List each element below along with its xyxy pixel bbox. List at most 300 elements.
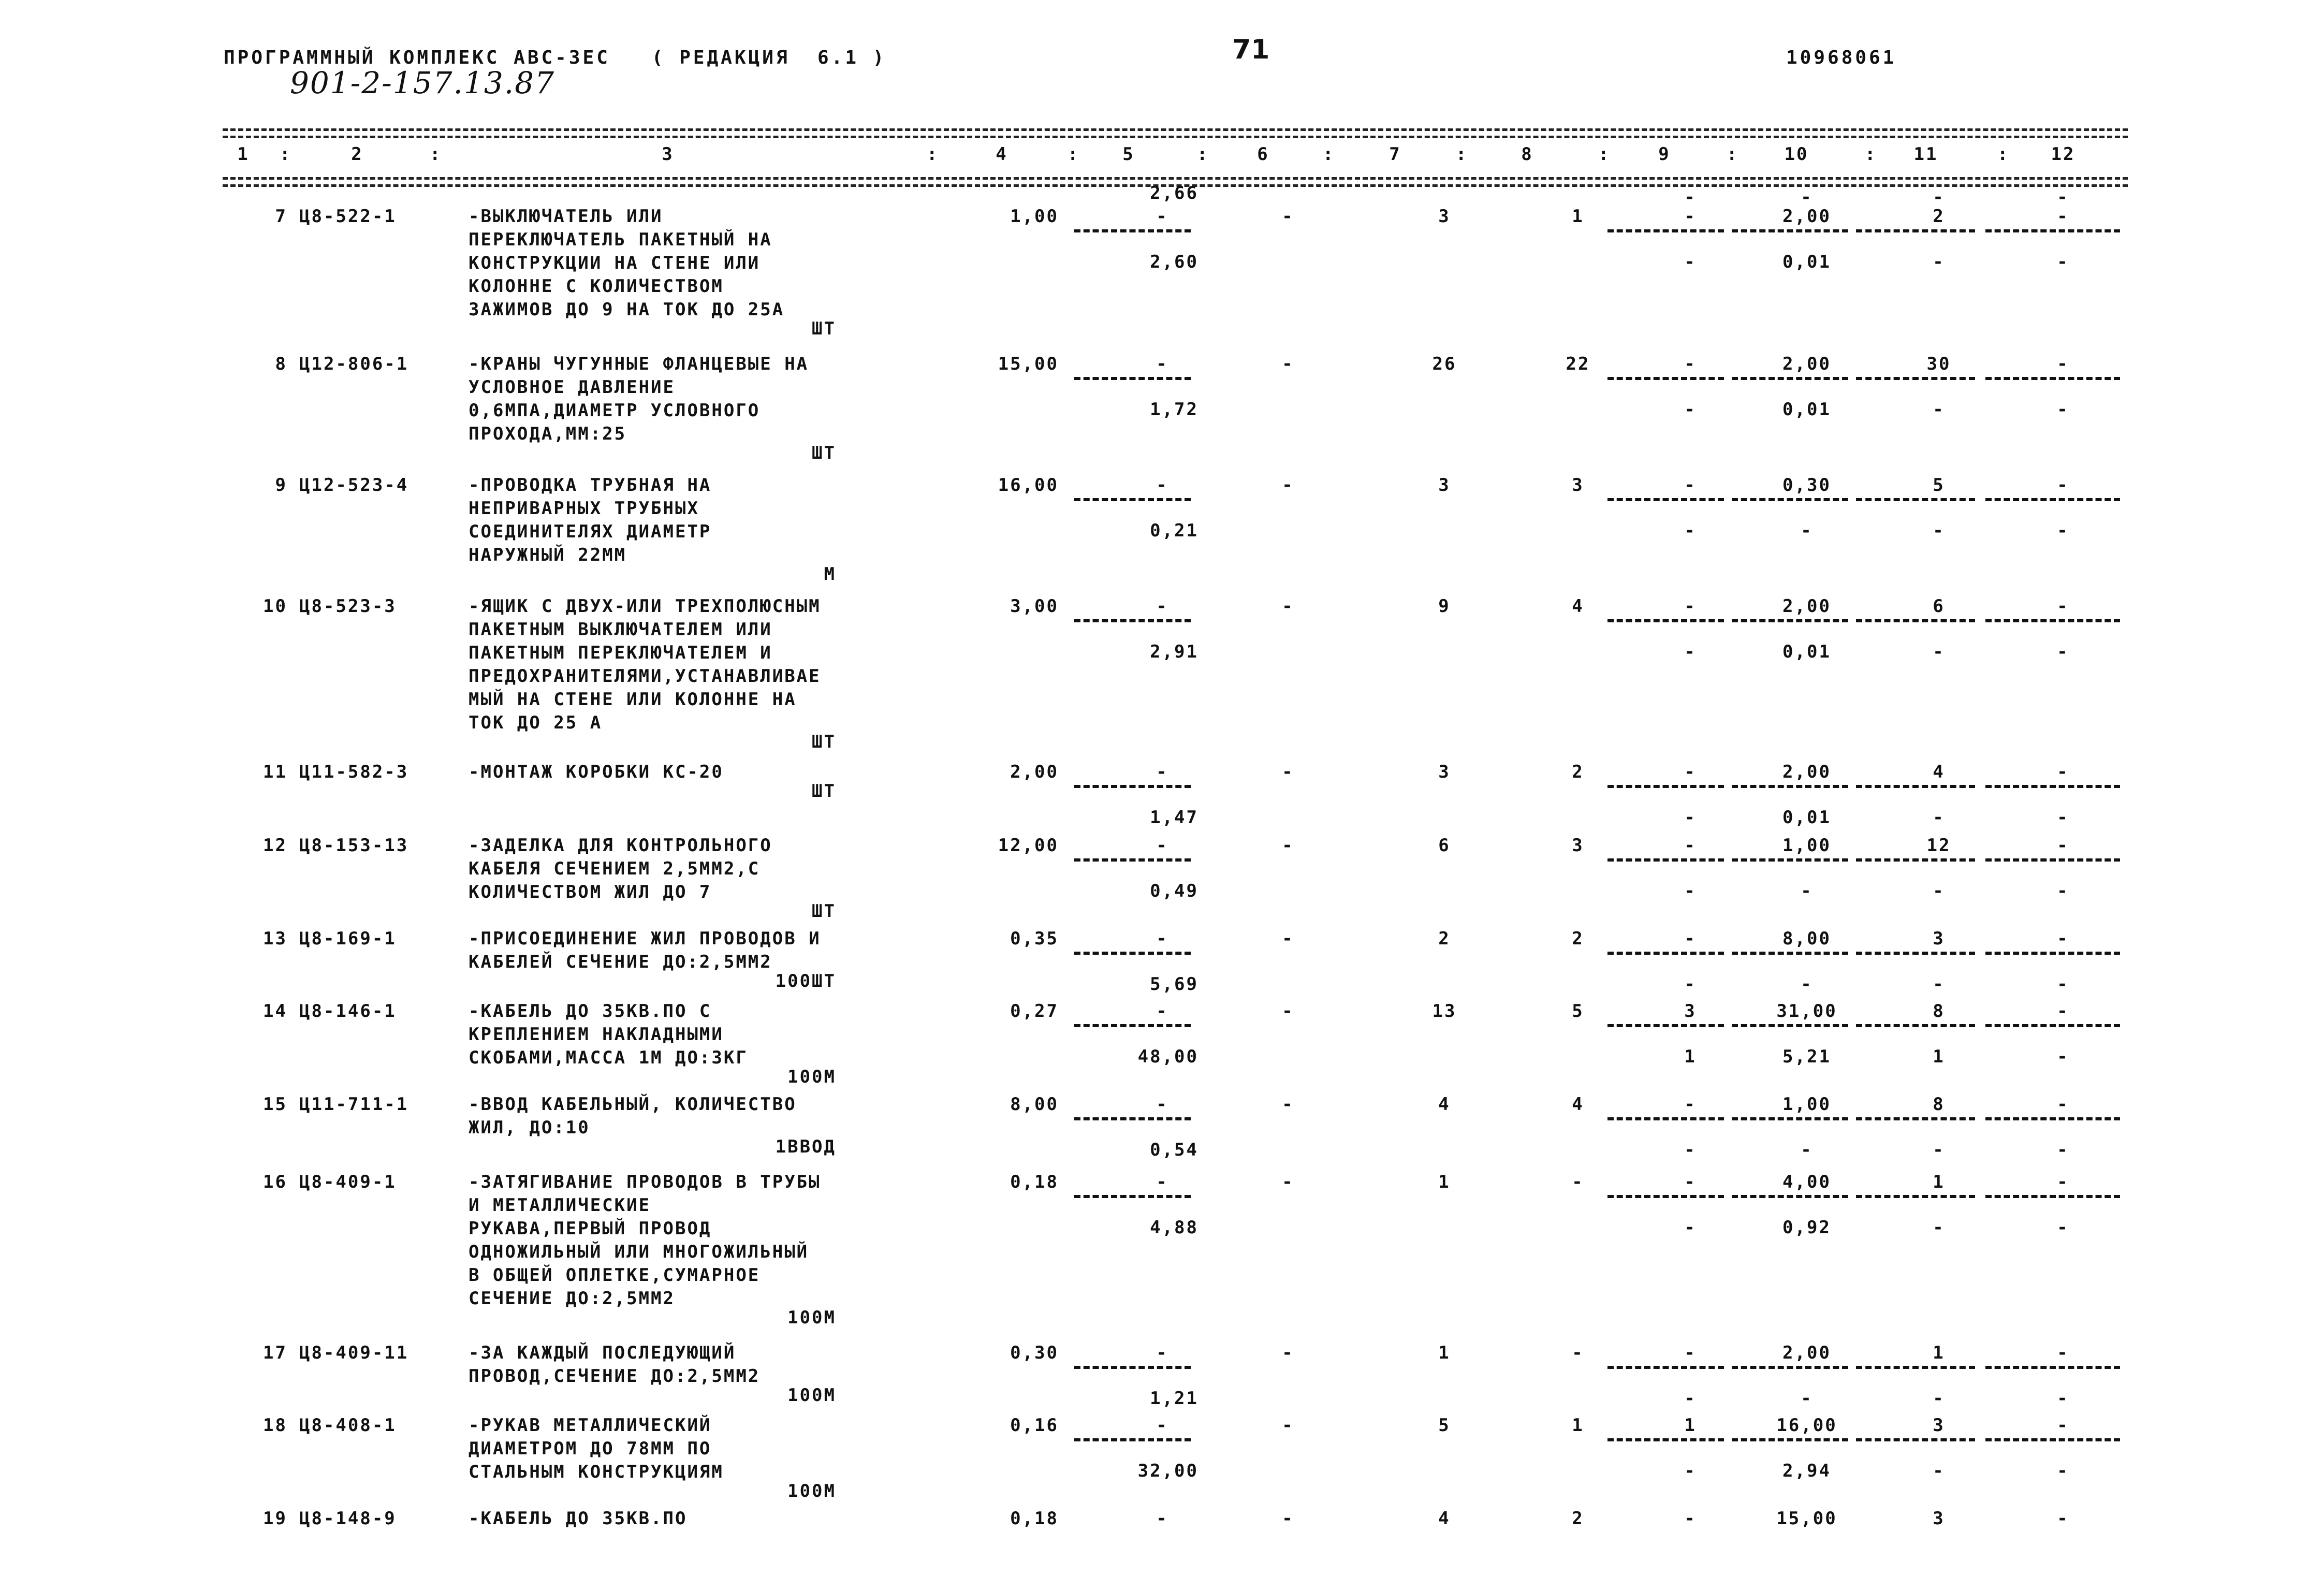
c11-value: 4 [1933, 762, 1945, 782]
c11-bottom: - [1933, 1388, 1945, 1409]
c12-divider [1985, 619, 2120, 622]
c10-divider [1732, 619, 1848, 622]
c12-top: - [2057, 187, 2069, 208]
column-separator: : [1727, 144, 1739, 165]
col5-bottom: 32,00 [1137, 1461, 1198, 1481]
work-description-line: КАБЕЛЯ СЕЧЕНИЕМ 2,5ММ2,С [469, 858, 761, 879]
col5-value: - [1156, 206, 1168, 227]
c12-value: - [2057, 475, 2069, 495]
work-description-line: -РУКАВ МЕТАЛЛИЧЕСКИЙ [469, 1415, 712, 1436]
c9-divider [1607, 498, 1724, 501]
c11-divider [1856, 498, 1975, 501]
header-top-rule [223, 128, 2128, 131]
col7-value: 4 [1438, 1094, 1451, 1115]
col5-divider [1074, 1117, 1191, 1120]
quantity: 12,00 [998, 835, 1059, 856]
c10-divider [1732, 1024, 1848, 1027]
c12-bottom: - [2057, 1046, 2069, 1067]
c10-bottom: - [1801, 974, 1813, 995]
column-header-6: 6 [1257, 144, 1269, 165]
col8-value: 2 [1572, 1508, 1584, 1529]
col5-divider [1074, 785, 1191, 788]
column-header-10: 10 [1784, 144, 1809, 165]
c12-bottom: - [2057, 807, 2069, 828]
quantity: 0,30 [1010, 1343, 1059, 1363]
c9-value: - [1684, 1508, 1697, 1529]
c11-value: 5 [1933, 475, 1945, 495]
col5-divider [1074, 377, 1191, 380]
rate-code: Ц12-806-1 [299, 354, 409, 374]
work-description-line: -ЯЩИК С ДВУХ-ИЛИ ТРЕХПОЛЮСНЫМ [469, 596, 821, 617]
c9-bottom: - [1684, 252, 1697, 272]
c11-divider [1856, 952, 1975, 955]
col5-top: 2,66 [1150, 183, 1198, 203]
col6-value: - [1282, 835, 1294, 856]
work-description-line: И МЕТАЛЛИЧЕСКИЕ [469, 1195, 651, 1216]
c10-value: 15,00 [1776, 1508, 1837, 1529]
row-number: 16 [263, 1172, 287, 1192]
c12-divider [1985, 1195, 2120, 1198]
c12-bottom: - [2057, 1461, 2069, 1481]
c10-value: 31,00 [1776, 1001, 1837, 1022]
c11-divider [1856, 1024, 1975, 1027]
col5-divider [1074, 1438, 1191, 1441]
row-number: 19 [263, 1508, 287, 1529]
col7-value: 26 [1432, 354, 1457, 374]
column-separator: : [1323, 144, 1335, 165]
c12-divider [1985, 498, 2120, 501]
column-header-2: 2 [351, 144, 363, 165]
c10-divider [1732, 785, 1848, 788]
work-description-line: УСЛОВНОЕ ДАВЛЕНИЕ [469, 377, 675, 398]
c12-bottom: - [2057, 520, 2069, 541]
c9-divider [1607, 1024, 1724, 1027]
col5-value: - [1156, 475, 1168, 495]
measure-unit: 100М [787, 1385, 836, 1406]
c10-bottom: 0,92 [1782, 1217, 1831, 1238]
c12-divider [1985, 785, 2120, 788]
col8-value: 3 [1572, 475, 1584, 495]
c12-divider [1985, 1117, 2120, 1120]
rate-code: Ц8-522-1 [299, 206, 397, 227]
col6-value: - [1282, 1094, 1294, 1115]
rate-code: Ц8-409-11 [299, 1343, 409, 1363]
c10-bottom: - [1801, 1388, 1813, 1409]
c12-bottom: - [2057, 974, 2069, 995]
col6-value: - [1282, 928, 1294, 949]
c9-value: - [1684, 1094, 1697, 1115]
c11-value: 12 [1926, 835, 1951, 856]
c9-value: - [1684, 1172, 1697, 1192]
row-number: 10 [263, 596, 287, 617]
c11-bottom: - [1933, 974, 1945, 995]
col6-value: - [1282, 475, 1294, 495]
work-description-line: -ПРИСОЕДИНЕНИЕ ЖИЛ ПРОВОДОВ И [469, 928, 821, 949]
col5-value: - [1156, 1343, 1168, 1363]
rate-code: Ц8-523-3 [299, 596, 397, 617]
c9-value: - [1684, 596, 1697, 617]
column-header-3: 3 [662, 144, 674, 165]
measure-unit: 1ВВОД [775, 1136, 836, 1157]
c9-value: 1 [1684, 1415, 1697, 1436]
c10-divider [1732, 858, 1848, 862]
c10-bottom: - [1801, 520, 1813, 541]
col5-bottom: 0,54 [1150, 1140, 1198, 1160]
col8-value: - [1572, 1343, 1584, 1363]
col5-value: - [1156, 1094, 1168, 1115]
quantity: 0,18 [1010, 1508, 1059, 1529]
c10-divider [1732, 377, 1848, 380]
col7-value: 4 [1438, 1508, 1451, 1529]
col6-value: - [1282, 1001, 1294, 1022]
measure-unit: 100М [787, 1067, 836, 1087]
col8-value: 2 [1572, 928, 1584, 949]
c12-bottom: - [2057, 1388, 2069, 1409]
row-number: 13 [263, 928, 287, 949]
handwritten-project-number: 901-2-157.13.87 [290, 65, 555, 100]
col5-value: - [1156, 1001, 1168, 1022]
work-description-line: СТАЛЬНЫМ КОНСТРУКЦИЯМ [469, 1462, 724, 1482]
column-separator: : [1197, 144, 1209, 165]
c9-bottom: - [1684, 1140, 1697, 1160]
c11-divider [1856, 1366, 1975, 1369]
c10-bottom: 2,94 [1782, 1461, 1831, 1481]
column-header-12: 12 [2051, 144, 2075, 165]
work-description-line: -КАБЕЛЬ ДО 35КВ.ПО С [469, 1001, 712, 1022]
c10-bottom: 5,21 [1782, 1046, 1831, 1067]
c10-divider [1732, 1366, 1848, 1369]
c9-value: - [1684, 1343, 1697, 1363]
c10-value: 2,00 [1782, 596, 1831, 617]
col5-value: - [1156, 762, 1168, 782]
c12-divider [1985, 229, 2120, 232]
c12-value: - [2057, 1415, 2069, 1436]
column-header-11: 11 [1913, 144, 1938, 165]
work-description-line: -ПРОВОДКА ТРУБНАЯ НА [469, 475, 712, 495]
c9-value: - [1684, 206, 1697, 227]
c11-divider [1856, 229, 1975, 232]
measure-unit: ШТ [812, 781, 836, 801]
rate-code: Ц11-711-1 [299, 1094, 409, 1115]
quantity: 0,18 [1010, 1172, 1059, 1192]
work-description-line: -ВВОД КАБЕЛЬНЫЙ, КОЛИЧЕСТВО [469, 1094, 797, 1115]
column-separator: : [1997, 144, 2010, 165]
col5-bottom: 5,69 [1150, 974, 1198, 995]
row-number: 17 [263, 1343, 287, 1363]
col5-divider [1074, 619, 1191, 622]
c9-value: - [1684, 928, 1697, 949]
c9-bottom: - [1684, 520, 1697, 541]
c12-value: - [2057, 1508, 2069, 1529]
column-separator: : [430, 144, 442, 165]
column-separator: : [927, 144, 939, 165]
c10-bottom: 0,01 [1782, 807, 1831, 828]
col6-value: - [1282, 1343, 1294, 1363]
col5-bottom: 1,72 [1150, 399, 1198, 420]
c10-value: 8,00 [1782, 928, 1831, 949]
work-description-line: НАРУЖНЫЙ 22ММ [469, 545, 627, 565]
c10-value: 2,00 [1782, 762, 1831, 782]
c11-bottom: - [1933, 520, 1945, 541]
work-description-line: В ОБЩЕЙ ОПЛЕТКЕ,СУМАРНОЕ [469, 1265, 761, 1286]
c11-value: 8 [1933, 1001, 1945, 1022]
c11-bottom: - [1933, 1461, 1945, 1481]
work-description-line: ТОК ДО 25 А [469, 712, 603, 733]
rate-code: Ц8-153-13 [299, 835, 409, 856]
col5-bottom: 4,88 [1150, 1217, 1198, 1238]
c12-value: - [2057, 1343, 2069, 1363]
quantity: 2,00 [1010, 762, 1059, 782]
c9-bottom: - [1684, 399, 1697, 420]
work-description-line: КОНСТРУКЦИИ НА СТЕНЕ ИЛИ [469, 253, 761, 273]
c11-value: 3 [1933, 1415, 1945, 1436]
work-description-line: ПРЕДОХРАНИТЕЛЯМИ,УСТАНАВЛИВАЕ [469, 666, 821, 687]
c10-divider [1732, 229, 1848, 232]
c10-top: - [1801, 187, 1813, 208]
row-number: 15 [263, 1094, 287, 1115]
c10-bottom: 0,01 [1782, 252, 1831, 272]
col5-divider [1074, 1024, 1191, 1027]
work-description-line: ОДНОЖИЛЬНЫЙ ИЛИ МНОГОЖИЛЬНЫЙ [469, 1242, 809, 1262]
document-code: 10968061 [1786, 47, 1897, 68]
work-description-line: -МОНТАЖ КОРОБКИ КС-20 [469, 762, 724, 782]
work-description-line: КАБЕЛЕЙ СЕЧЕНИЕ ДО:2,5ММ2 [469, 952, 772, 972]
work-description-line: СЕЧЕНИЕ ДО:2,5ММ2 [469, 1288, 675, 1309]
c9-bottom: - [1684, 1217, 1697, 1238]
c12-divider [1985, 1024, 2120, 1027]
measure-unit: 100М [787, 1307, 836, 1328]
c12-value: - [2057, 1094, 2069, 1115]
col7-value: 3 [1438, 475, 1451, 495]
work-description-line: -ЗАТЯГИВАНИЕ ПРОВОДОВ В ТРУБЫ [469, 1172, 821, 1192]
row-number: 18 [263, 1415, 287, 1436]
work-description-line: 0,6МПА,ДИАМЕТР УСЛОВНОГО [469, 400, 761, 421]
work-description-line: РУКАВА,ПЕРВЫЙ ПРОВОД [469, 1218, 712, 1239]
c12-value: - [2057, 762, 2069, 782]
work-description-line: -ЗАДЕЛКА ДЛЯ КОНТРОЛЬНОГО [469, 835, 772, 856]
c12-value: - [2057, 1001, 2069, 1022]
col5-bottom: 2,60 [1150, 252, 1198, 272]
program-header: ПРОГРАММНЫЙ КОМПЛЕКС АВС-3ЕС ( РЕДАКЦИЯ 6.1 ) [224, 47, 887, 68]
work-description-line: -КАБЕЛЬ ДО 35КВ.ПО [469, 1508, 688, 1529]
c10-bottom: 0,01 [1782, 399, 1831, 420]
c11-bottom: - [1933, 641, 1945, 662]
c11-value: 3 [1933, 1508, 1945, 1529]
c9-value: - [1684, 835, 1697, 856]
work-description-line: ЗАЖИМОВ ДО 9 НА ТОК ДО 25А [469, 299, 785, 320]
c9-divider [1607, 1366, 1724, 1369]
quantity: 0,35 [1010, 928, 1059, 949]
col6-value: - [1282, 762, 1294, 782]
column-separator: : [1456, 144, 1468, 165]
c9-value: 3 [1684, 1001, 1697, 1022]
column-separator: : [280, 144, 292, 165]
col7-value: 1 [1438, 1172, 1451, 1192]
c9-value: - [1684, 475, 1697, 495]
c9-bottom: - [1684, 1388, 1697, 1409]
col5-value: - [1156, 1415, 1168, 1436]
c11-bottom: - [1933, 399, 1945, 420]
c9-divider [1607, 377, 1724, 380]
c12-divider [1985, 377, 2120, 380]
c10-bottom: - [1801, 881, 1813, 901]
c9-divider [1607, 1195, 1724, 1198]
row-number: 11 [263, 762, 287, 782]
measure-unit: 100ШТ [775, 971, 836, 991]
col5-value: - [1156, 928, 1168, 949]
c10-value: 1,00 [1782, 835, 1831, 856]
rate-code: Ц12-523-4 [299, 475, 409, 495]
c12-value: - [2057, 354, 2069, 374]
col6-value: - [1282, 1508, 1294, 1529]
quantity: 8,00 [1010, 1094, 1059, 1115]
c11-divider [1856, 1195, 1975, 1198]
col7-value: 5 [1438, 1415, 1451, 1436]
c9-bottom: - [1684, 807, 1697, 828]
c12-bottom: - [2057, 641, 2069, 662]
c9-value: - [1684, 762, 1697, 782]
c10-divider [1732, 1117, 1848, 1120]
col5-value: - [1156, 1508, 1168, 1529]
c9-divider [1607, 1117, 1724, 1120]
quantity: 0,27 [1010, 1001, 1059, 1022]
c9-top: - [1684, 187, 1697, 208]
work-description-line: ПЕРЕКЛЮЧАТЕЛЬ ПАКЕТНЫЙ НА [469, 229, 772, 250]
work-description-line: ДИАМЕТРОМ ДО 78ММ ПО [469, 1438, 712, 1459]
c12-divider [1985, 1366, 2120, 1369]
c10-value: 2,00 [1782, 1343, 1831, 1363]
col7-value: 6 [1438, 835, 1451, 856]
c12-bottom: - [2057, 252, 2069, 272]
c12-bottom: - [2057, 399, 2069, 420]
column-header-1: 1 [237, 144, 250, 165]
c11-divider [1856, 619, 1975, 622]
c12-value: - [2057, 1172, 2069, 1192]
column-separator: : [1598, 144, 1611, 165]
c12-value: - [2057, 835, 2069, 856]
col5-bottom: 48,00 [1137, 1046, 1198, 1067]
c9-divider [1607, 229, 1724, 232]
quantity: 15,00 [998, 354, 1059, 374]
work-description-line: ЖИЛ, ДО:10 [469, 1117, 590, 1138]
col5-value: - [1156, 596, 1168, 617]
measure-unit: М [824, 564, 836, 585]
column-separator: : [1865, 144, 1877, 165]
c11-divider [1856, 785, 1975, 788]
col5-value: - [1156, 835, 1168, 856]
row-number: 8 [275, 354, 287, 374]
c12-divider [1985, 858, 2120, 862]
c9-bottom: - [1684, 641, 1697, 662]
column-header-4: 4 [996, 144, 1008, 165]
c10-value: 4,00 [1782, 1172, 1831, 1192]
c9-value: - [1684, 354, 1697, 374]
c10-divider [1732, 1195, 1848, 1198]
c11-value: 8 [1933, 1094, 1945, 1115]
header-bottom-rule [223, 177, 2128, 180]
quantity: 1,00 [1010, 206, 1059, 227]
c11-divider [1856, 858, 1975, 862]
c9-bottom: - [1684, 881, 1697, 901]
col8-value: 22 [1566, 354, 1590, 374]
c12-divider [1985, 1438, 2120, 1441]
col8-value: 4 [1572, 596, 1584, 617]
rate-code: Ц8-408-1 [299, 1415, 397, 1436]
quantity: 3,00 [1010, 596, 1059, 617]
col5-value: - [1156, 1172, 1168, 1192]
column-separator: : [1068, 144, 1080, 165]
c10-bottom: - [1801, 1140, 1813, 1160]
column-header-5: 5 [1122, 144, 1135, 165]
work-description-line: ПАКЕТНЫМ ВЫКЛЮЧАТЕЛЕМ ИЛИ [469, 619, 772, 640]
col6-value: - [1282, 596, 1294, 617]
col8-value: 4 [1572, 1094, 1584, 1115]
row-number: 7 [275, 206, 287, 227]
col7-value: 3 [1438, 762, 1451, 782]
c12-bottom: - [2057, 1217, 2069, 1238]
c9-bottom: 1 [1684, 1046, 1697, 1067]
row-number: 9 [275, 475, 287, 495]
page-number: 71 [1232, 34, 1270, 65]
c10-value: 2,00 [1782, 206, 1831, 227]
col5-bottom: 0,49 [1150, 881, 1198, 901]
c11-top: - [1933, 187, 1945, 208]
c9-divider [1607, 1438, 1724, 1441]
work-description-line: ПРОХОДА,ММ:25 [469, 424, 627, 444]
col6-value: - [1282, 1415, 1294, 1436]
col5-divider [1074, 498, 1191, 501]
col7-value: 2 [1438, 928, 1451, 949]
col8-value: 3 [1572, 835, 1584, 856]
c10-value: 0,30 [1782, 475, 1831, 495]
col8-value: 2 [1572, 762, 1584, 782]
c11-value: 2 [1933, 206, 1945, 227]
c11-bottom: - [1933, 881, 1945, 901]
c11-value: 6 [1933, 596, 1945, 617]
col5-divider [1074, 1195, 1191, 1198]
c11-bottom: - [1933, 1217, 1945, 1238]
c12-divider [1985, 952, 2120, 955]
work-description-line: СОЕДИНИТЕЛЯХ ДИАМЕТР [469, 521, 712, 542]
row-number: 14 [263, 1001, 287, 1022]
quantity: 0,16 [1010, 1415, 1059, 1436]
rate-code: Ц8-409-1 [299, 1172, 397, 1192]
c10-value: 16,00 [1776, 1415, 1837, 1436]
c11-value: 1 [1933, 1172, 1945, 1192]
c10-value: 2,00 [1782, 354, 1831, 374]
col8-value: 1 [1572, 1415, 1584, 1436]
c9-divider [1607, 619, 1724, 622]
c9-divider [1607, 858, 1724, 862]
c10-divider [1732, 952, 1848, 955]
c11-bottom: - [1933, 252, 1945, 272]
c10-bottom: 0,01 [1782, 641, 1831, 662]
c12-value: - [2057, 928, 2069, 949]
col7-value: 3 [1438, 206, 1451, 227]
rate-code: Ц8-169-1 [299, 928, 397, 949]
col5-divider [1074, 858, 1191, 862]
col6-value: - [1282, 206, 1294, 227]
col7-value: 1 [1438, 1343, 1451, 1363]
quantity: 16,00 [998, 475, 1059, 495]
c11-bottom: - [1933, 807, 1945, 828]
work-description-line: СКОБАМИ,МАССА 1М ДО:3КГ [469, 1047, 748, 1068]
work-description-line: ПАКЕТНЫМ ПЕРЕКЛЮЧАТЕЛЕМ И [469, 643, 772, 663]
col8-value: 5 [1572, 1001, 1584, 1022]
col8-value: - [1572, 1172, 1584, 1192]
c11-bottom: - [1933, 1140, 1945, 1160]
work-description-line: НЕПРИВАРНЫХ ТРУБНЫХ [469, 498, 699, 519]
